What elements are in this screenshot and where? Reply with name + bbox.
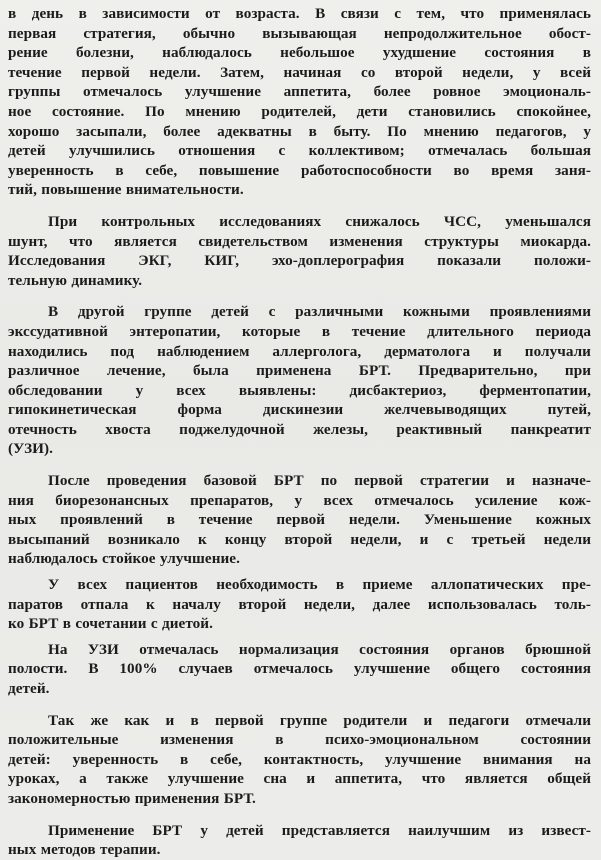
text-line: гипокинетическая форма дискинезии желчевыводящих путей,	[8, 401, 591, 419]
paragraph-3	[8, 302, 591, 459]
text-line: ных методов терапии.	[8, 841, 161, 859]
paragraph-2	[8, 212, 591, 290]
text-line: шунт, что является свидетельством изменения структуры миокарда.	[8, 232, 591, 250]
text-line: (УЗИ).	[8, 440, 53, 458]
text-line: рение болезни, наблюдалось небольшое ухудшение состояния в	[8, 44, 591, 62]
text-line: ния биорезонансных препаратов, у всех отмечалось усиление кож-	[8, 491, 591, 509]
text-line: ко БРТ в сочетании с диетой.	[8, 615, 213, 633]
text-line: высыпаний возникало к концу второй недели, и с третьей недели	[8, 530, 591, 548]
paragraph-1	[8, 4, 591, 200]
text-line: После проведения базовой БРТ по первой стратегии и назначе-	[48, 472, 591, 490]
text-line: отечность хвоста поджелудочной железы, реактивный панкреатит	[8, 420, 591, 438]
text-line: паратов отпала к началу второй недели, далее использовалась толь-	[8, 595, 591, 613]
text-line: уроках, а также улучшение сна и аппетита, что является общей	[8, 770, 591, 788]
text-line: положительные изменения в психо-эмоциональном состоянии	[8, 731, 591, 749]
text-line: группы отмечалось улучшение аппетита, более ровное эмоциональ-	[8, 83, 591, 101]
text-line: В другой группе детей с различными кожными проявлениями	[48, 303, 591, 321]
text-line: в день в зависимости от возраста. В связи с тем, что применялась	[8, 5, 591, 22]
paragraph-5	[8, 575, 591, 634]
text-line: На УЗИ отмечалась нормализация состояния органов брюшной	[48, 640, 591, 658]
paragraph-6	[8, 640, 591, 699]
text-line: обследовании у всех выявлены: дисбактериоз, ферментопатии,	[8, 381, 591, 399]
text-line: наблюдалось стойкое улучшение.	[8, 550, 240, 568]
text-line: При контрольных исследованиях снижалось ЧСС, уменьшался	[48, 212, 591, 230]
text-line: Исследования ЭКГ, КИГ, эхо-доплерография показали положи-	[8, 252, 591, 270]
text-line: различное лечение, была применена БРТ. Предварительно, при	[8, 362, 591, 380]
text-line: закономерностью применения БРТ.	[8, 789, 256, 807]
text-line: течение первой недели. Затем, начиная со второй недели, у всей	[8, 63, 591, 81]
text-line: тельную динамику.	[8, 271, 143, 289]
paragraph-7	[8, 711, 591, 809]
text-line: хорошо засыпали, более адекватны в быту. По мнению педагогов, у	[8, 122, 591, 140]
paragraph-4	[8, 471, 591, 569]
text-line: Так же как и в первой группе родители и педагоги отмечали	[48, 711, 591, 729]
paragraph-8	[8, 821, 591, 860]
text-line: первая стратегия, обычно вызывающая непродолжительное обост-	[8, 24, 591, 42]
text-line: Применение БРТ у детей представляется наилучшим из извест-	[48, 821, 591, 839]
text-line: экссудативной энтеропатии, которые в течение длительного периода	[8, 322, 591, 340]
text-line: уверенность в себе, повышение работоспособности во время заня-	[8, 161, 591, 179]
text-line: детей: уверенность в себе, контактность, улучшение внимания на	[8, 750, 591, 768]
text-line: ное состояние. По мнению родителей, дети становились спокойнее,	[8, 102, 591, 120]
text-line: находились под наблюдением аллерголога, дерматолога и получали	[8, 342, 591, 360]
text-line: детей улучшились отношения с коллективом; отмечалась большая	[8, 142, 591, 160]
text-line: полости. В 100% случаев отмечалось улучшение общего состояния	[8, 660, 591, 678]
text-line: детей.	[8, 680, 50, 697]
text-line: тий, повышение внимательности.	[8, 181, 244, 199]
text-line: ных проявлений в течение первой недели. Уменьшение кожных	[8, 511, 591, 529]
text-line: У всех пациентов необходимость в приеме аллопатических пре-	[48, 576, 591, 594]
